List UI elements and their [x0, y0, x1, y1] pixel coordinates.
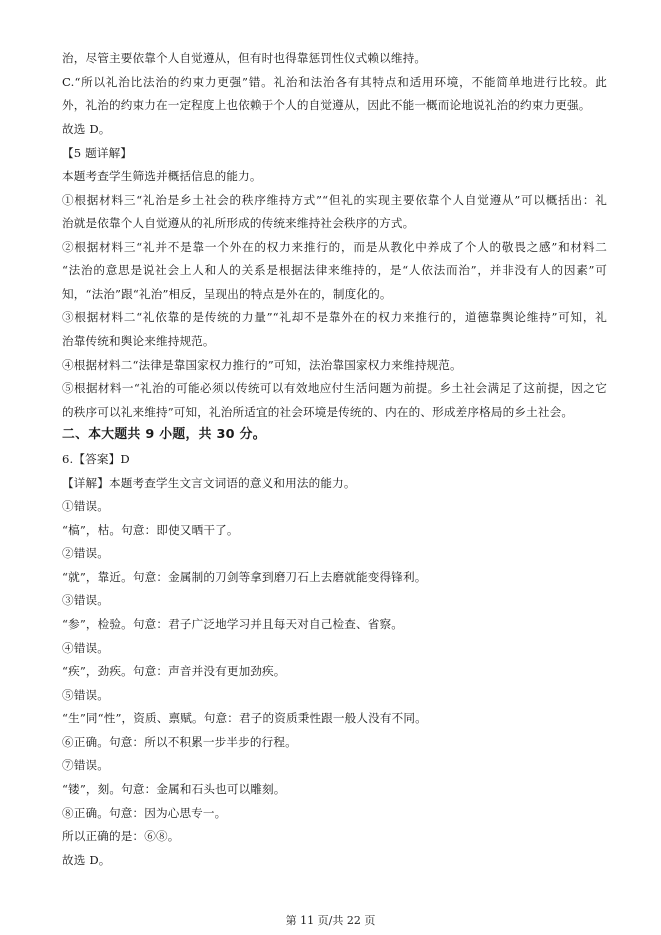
text-line: ⑤错误。 [62, 688, 109, 702]
text-line: 6.【答案】D [62, 452, 130, 466]
text-line: ④根据材料二“法律是靠国家权力推行的”可知，法治靠国家权力来维持规范。 [62, 358, 462, 372]
section-heading: 二、本大题共 9 小题，共 30 分。 [62, 427, 266, 442]
text-line: 故选 D。 [62, 853, 111, 867]
text-line: 知，“法治”跟“礼治”相反，呈现出的特点是外在的，制度化的。 [62, 287, 392, 301]
text-line: 外，礼治的约束力在一定程度上也依赖于个人的自觉遵从，因此不能一概而论地说礼治的约束力更强。 [62, 98, 591, 112]
text-line: 【5 题详解】 [62, 146, 133, 160]
text-line: ④错误。 [62, 641, 109, 655]
text-line: “就”，靠近。句意：金属制的刀剑等拿到磨刀石上去磨就能变得锋利。 [62, 570, 427, 584]
text-line: 故选 D。 [62, 122, 111, 136]
text-line: 的秩序可以礼来维持”可知，礼治所适宜的社会环境是传统的、内在的、形成差序格局的乡土社会。 [62, 405, 574, 419]
text-line: “参”，检验。句意：君子广泛地学习并且每天对自己检查、省察。 [62, 617, 403, 631]
text-line: 治，尽管主要依靠个人自觉遵从，但有时也得靠惩罚性仪式赖以维持。 [62, 51, 427, 65]
text-line: 治就是依靠个人自觉遵从的礼所形成的传统来维持社会秩序的方式。 [62, 216, 415, 230]
text-line: “槁”，枯。句意：即使又晒干了。 [62, 523, 239, 537]
text-line: C.“所以礼治比法治的约束力更强”错。礼治和法治各有其特点和适用环境，不能简单地进行比较。此 [62, 75, 607, 89]
text-line: ⑤根据材料一“礼治的可能必须以传统可以有效地应付生活问题为前提。乡土社会满足了这前提，因之它 [62, 381, 607, 395]
text-line: ②错误。 [62, 546, 109, 560]
page-footer: 第 11 页/共 22 页 [285, 914, 376, 927]
text-line: ③根据材料二“礼依靠的是传统的力量”“礼却不是靠外在的权力来推行的，道德靠舆论维持”可知，礼 [62, 310, 607, 324]
text-line: “镂”，刻。句意：金属和石头也可以雕刻。 [62, 782, 286, 796]
text-line: 本题考查学生筛选并概括信息的能力。 [62, 169, 262, 183]
text-line: “法治的意思是说社会上人和人的关系是根据法律来维持的，是“人依法而治”，并非没有人的因素”可 [62, 263, 607, 277]
text-line: ③错误。 [62, 593, 109, 607]
text-line: ①根据材料三“礼治是乡土社会的秩序维持方式”“但礼的实现主要依靠个人自觉遵从”可以概括出：礼 [62, 193, 607, 207]
text-line: ②根据材料三“礼并不是靠一个外在的权力来推行的，而是从教化中养成了个人的敬畏之感”和材料二 [62, 240, 607, 254]
text-line: ⑦错误。 [62, 758, 109, 772]
text-line: ①错误。 [62, 499, 109, 513]
text-line: “疾”，劲疾。句意：声音并没有更加劲疾。 [62, 664, 286, 678]
text-line: ⑥正确。句意：所以不积累一步半步的行程。 [62, 735, 297, 749]
text-line: 所以正确的是：⑥⑧。 [62, 829, 180, 843]
text-line: 【详解】本题考查学生文言文词语的意义和用法的能力。 [62, 476, 356, 490]
text-line: 治靠传统和舆论来维持规范。 [62, 334, 215, 348]
text-line: ⑧正确。句意：因为心思专一。 [62, 806, 227, 820]
text-line: “生”同“性”，资质、禀赋。句意：君子的资质秉性跟一般人没有不同。 [62, 711, 427, 725]
